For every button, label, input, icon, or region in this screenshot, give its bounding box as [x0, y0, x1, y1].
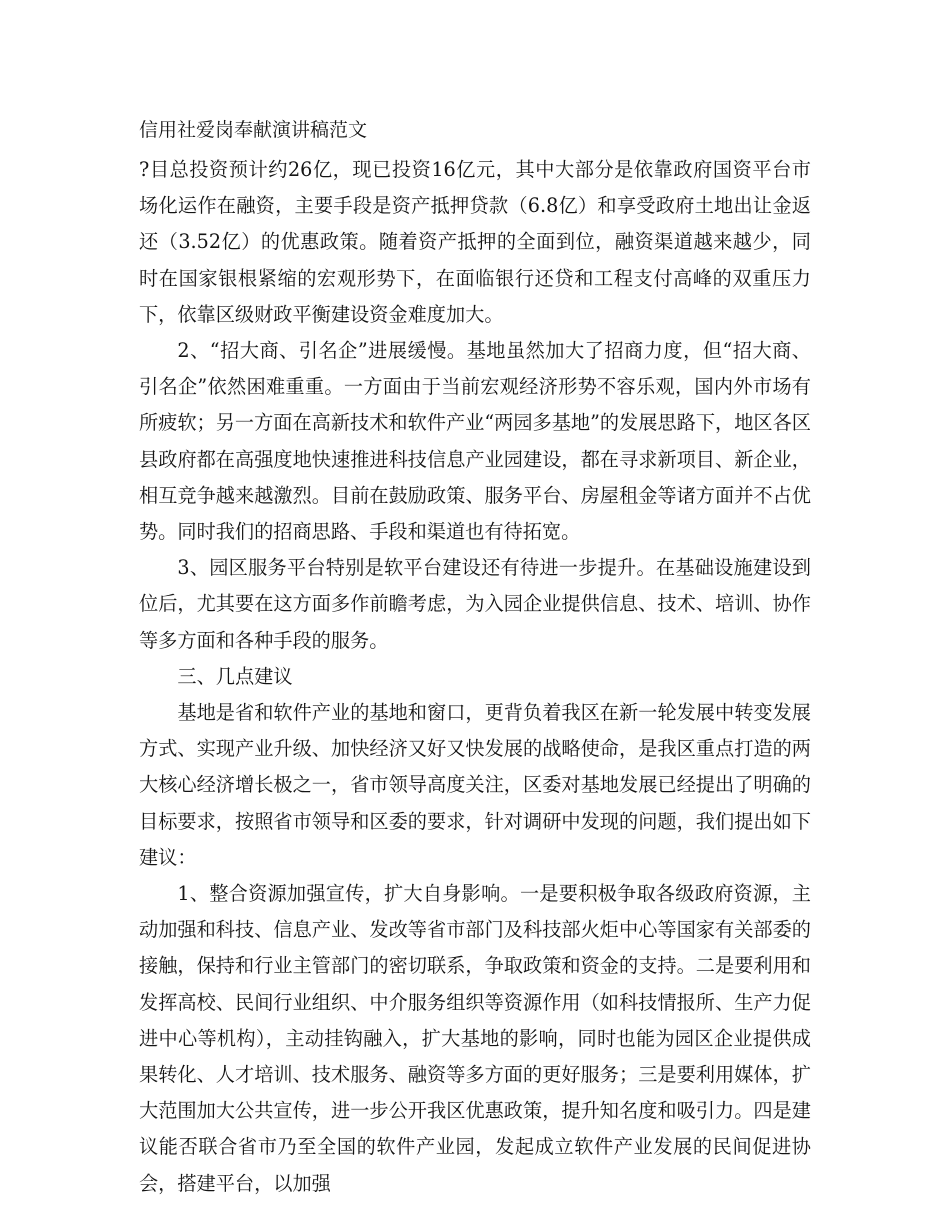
document-body — [139, 152, 811, 1202]
document-title: 信用社爱岗奉献演讲稿范文 — [139, 119, 368, 141]
section-heading: 三、几点建议 — [177, 664, 293, 688]
paragraph-5: 1、整合资源加强宣传，扩大自身影响。一是要积极争取各级政府资源，主动加强和科技、信息产业、发改等省市部门及科技部火炬中心等国家有关部委的接触，保持和行业主管部门的密切联系，争取政策和资金的支持。二是要利用和发挥高校、民间行业组织、中介服务组织等资源作用（如科技情报所、生产力促进中心等机构），主动挂钩融入，扩大基地的影响，同时也能为园区企业提供成果转化、人才培训、技术服务、融资等多方面的更好服务；三是要利用媒体，扩大范围加大公共宣传，进一步公开我区优惠政策，提升知名度和吸引力。四是建议能否联合省市乃至全国的软件产业园，发起成立软件产业发展的民间促进协会，搭建平台，以加强 — [139, 882, 811, 1195]
paragraph-3: 3、园区服务平台特别是软平台建设还有待进一步提升。在基础设施建设到位后，尤其要在这方面多作前瞻考虑，为入园企业提供信息、技术、培训、协作等多方面和各种手段的服务。 — [139, 556, 811, 652]
paragraph-4: 基地是省和软件产业的基地和窗口，更背负着我区在新一轮发展中转变发展方式、实现产业升级、加快经济又好又快发展的战略使命，是我区重点打造的两大核心经济增长极之一，省市领导高度关注，区委对基地发展已经提出了明确的目标要求，按照省市领导和区委的要求，针对调研中发现的问题，我们提出如下建议： — [139, 701, 811, 869]
paragraph-2: 2、“招大商、引名企”进展缓慢。基地虽然加大了招商力度，但“招大商、引名企”依然困难重重。一方面由于当前宏观经济形势不容乐观，国内外市场有所疲软；另一方面在高新技术和软件产业“两园多基地”的发展思路下，地区各区县政府都在高强度地快速推进科技信息产业园建设，都在寻求新项目、新企业，相互竞争越来越激烈。目前在鼓励政策、服务平台、房屋租金等诸方面并不占优势。同时我们的招商思路、手段和渠道也有待拓宽。 — [139, 339, 811, 544]
paragraph-1: ?目总投资预计约26亿，现已投资16亿元，其中大部分是依靠政府国资平台市场化运作在融资，主要手段是资产抵押贷款（6.8亿）和享受政府土地出让金返还（3.52亿）的优惠政策。随着资产抵押的全面到位，融资渠道越来越少，同时在国家银根紧缩的宏观形势下，在面临银行还贷和工程支付高峰的双重压力下，依靠区级财政平衡建设资金难度加大。 — [139, 158, 811, 326]
